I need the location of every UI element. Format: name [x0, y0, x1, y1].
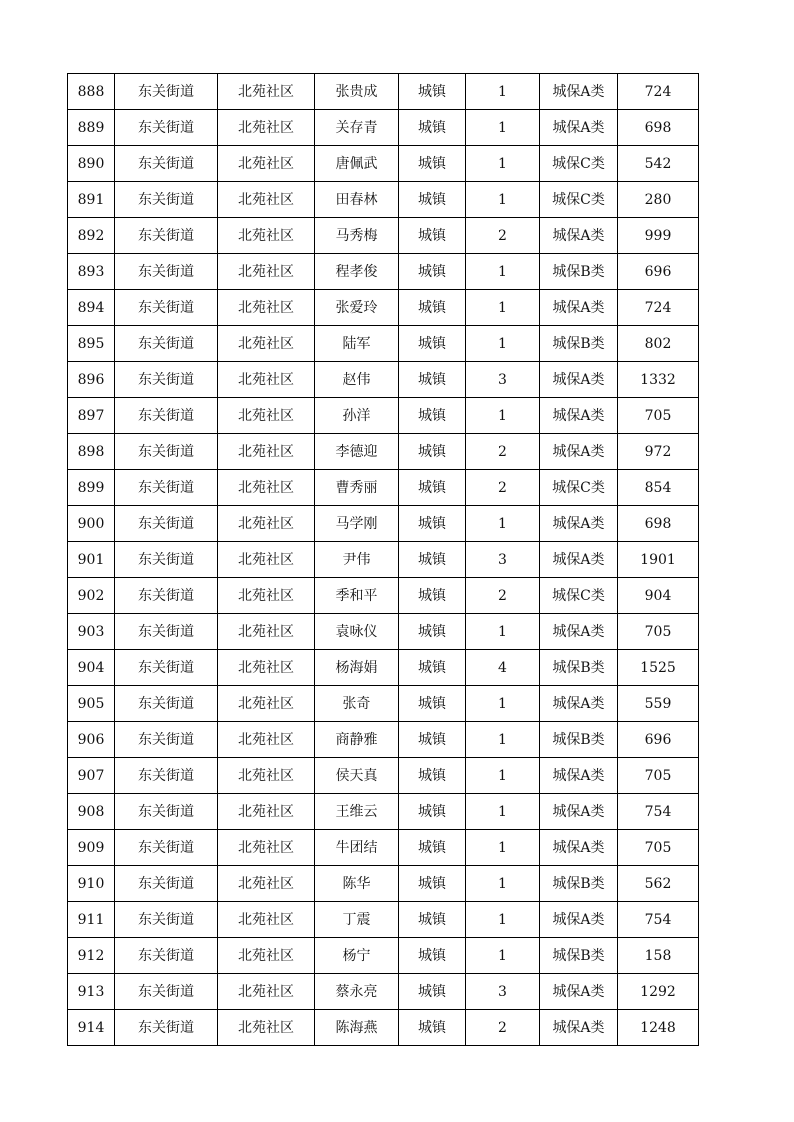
area-type-cell: 城镇 — [399, 110, 466, 146]
household-size-cell: 1 — [466, 146, 540, 182]
amount-cell: 999 — [618, 218, 699, 254]
table-row — [68, 362, 699, 398]
category-cell: 城保B类 — [540, 722, 618, 758]
community-cell: 北苑社区 — [218, 722, 315, 758]
name-cell: 张奇 — [315, 686, 399, 722]
category-cell: 城保A类 — [540, 362, 618, 398]
community-cell: 北苑社区 — [218, 686, 315, 722]
table-row — [68, 686, 699, 722]
street-cell: 东关街道 — [115, 722, 218, 758]
area-type-cell: 城镇 — [399, 470, 466, 506]
name-cell: 牛团结 — [315, 830, 399, 866]
household-size-cell: 1 — [466, 794, 540, 830]
community-cell: 北苑社区 — [218, 110, 315, 146]
table-row — [68, 650, 699, 686]
name-cell: 蔡永亮 — [315, 974, 399, 1010]
area-type-cell: 城镇 — [399, 362, 466, 398]
amount-cell: 972 — [618, 434, 699, 470]
household-size-cell: 1 — [466, 938, 540, 974]
household-size-cell: 1 — [466, 326, 540, 362]
table-row — [68, 938, 699, 974]
category-cell: 城保A类 — [540, 794, 618, 830]
community-cell: 北苑社区 — [218, 290, 315, 326]
name-cell: 唐佩武 — [315, 146, 399, 182]
row-number-cell: 897 — [68, 398, 115, 434]
household-size-cell: 1 — [466, 758, 540, 794]
name-cell: 关存青 — [315, 110, 399, 146]
name-cell: 商静雅 — [315, 722, 399, 758]
household-size-cell: 2 — [466, 470, 540, 506]
table-row — [68, 218, 699, 254]
row-number-cell: 902 — [68, 578, 115, 614]
community-cell: 北苑社区 — [218, 974, 315, 1010]
row-number-cell: 900 — [68, 506, 115, 542]
table-row — [68, 902, 699, 938]
table-row — [68, 74, 699, 110]
name-cell: 张贵成 — [315, 74, 399, 110]
household-size-cell: 1 — [466, 686, 540, 722]
category-cell: 城保C类 — [540, 182, 618, 218]
category-cell: 城保A类 — [540, 902, 618, 938]
row-number-cell: 901 — [68, 542, 115, 578]
area-type-cell: 城镇 — [399, 794, 466, 830]
community-cell: 北苑社区 — [218, 506, 315, 542]
area-type-cell: 城镇 — [399, 1010, 466, 1046]
name-cell: 张爱玲 — [315, 290, 399, 326]
amount-cell: 802 — [618, 326, 699, 362]
table-row — [68, 326, 699, 362]
name-cell: 赵伟 — [315, 362, 399, 398]
community-cell: 北苑社区 — [218, 614, 315, 650]
amount-cell: 559 — [618, 686, 699, 722]
category-cell: 城保A类 — [540, 110, 618, 146]
amount-cell: 705 — [618, 398, 699, 434]
name-cell: 陈华 — [315, 866, 399, 902]
area-type-cell: 城镇 — [399, 254, 466, 290]
household-size-cell: 1 — [466, 182, 540, 218]
table-row — [68, 542, 699, 578]
category-cell: 城保B类 — [540, 938, 618, 974]
name-cell: 袁咏仪 — [315, 614, 399, 650]
table-row — [68, 758, 699, 794]
table-row — [68, 470, 699, 506]
row-number-cell: 911 — [68, 902, 115, 938]
row-number-cell: 893 — [68, 254, 115, 290]
name-cell: 程孝俊 — [315, 254, 399, 290]
community-cell: 北苑社区 — [218, 866, 315, 902]
household-size-cell: 1 — [466, 830, 540, 866]
table-row — [68, 434, 699, 470]
amount-cell: 705 — [618, 830, 699, 866]
table-row — [68, 290, 699, 326]
community-cell: 北苑社区 — [218, 758, 315, 794]
amount-cell: 754 — [618, 902, 699, 938]
street-cell: 东关街道 — [115, 1010, 218, 1046]
row-number-cell: 890 — [68, 146, 115, 182]
area-type-cell: 城镇 — [399, 218, 466, 254]
row-number-cell: 908 — [68, 794, 115, 830]
street-cell: 东关街道 — [115, 506, 218, 542]
area-type-cell: 城镇 — [399, 722, 466, 758]
table-row — [68, 830, 699, 866]
row-number-cell: 903 — [68, 614, 115, 650]
row-number-cell: 909 — [68, 830, 115, 866]
street-cell: 东关街道 — [115, 434, 218, 470]
table-row — [68, 182, 699, 218]
category-cell: 城保C类 — [540, 470, 618, 506]
household-size-cell: 1 — [466, 74, 540, 110]
amount-cell: 1901 — [618, 542, 699, 578]
community-cell: 北苑社区 — [218, 902, 315, 938]
area-type-cell: 城镇 — [399, 326, 466, 362]
category-cell: 城保A类 — [540, 974, 618, 1010]
community-cell: 北苑社区 — [218, 218, 315, 254]
row-number-cell: 888 — [68, 74, 115, 110]
name-cell: 季和平 — [315, 578, 399, 614]
amount-cell: 1248 — [618, 1010, 699, 1046]
household-size-cell: 1 — [466, 506, 540, 542]
household-size-cell: 2 — [466, 578, 540, 614]
household-size-cell: 3 — [466, 362, 540, 398]
amount-cell: 1332 — [618, 362, 699, 398]
amount-cell: 1292 — [618, 974, 699, 1010]
street-cell: 东关街道 — [115, 758, 218, 794]
community-cell: 北苑社区 — [218, 938, 315, 974]
name-cell: 李德迎 — [315, 434, 399, 470]
area-type-cell: 城镇 — [399, 398, 466, 434]
category-cell: 城保C类 — [540, 578, 618, 614]
street-cell: 东关街道 — [115, 650, 218, 686]
category-cell: 城保A类 — [540, 290, 618, 326]
community-cell: 北苑社区 — [218, 470, 315, 506]
table-row — [68, 974, 699, 1010]
data-table — [67, 73, 699, 1046]
row-number-cell: 894 — [68, 290, 115, 326]
street-cell: 东关街道 — [115, 218, 218, 254]
table-row — [68, 794, 699, 830]
table-row — [68, 1010, 699, 1046]
amount-cell: 696 — [618, 722, 699, 758]
household-size-cell: 1 — [466, 398, 540, 434]
row-number-cell: 907 — [68, 758, 115, 794]
area-type-cell: 城镇 — [399, 614, 466, 650]
household-size-cell: 3 — [466, 974, 540, 1010]
area-type-cell: 城镇 — [399, 542, 466, 578]
community-cell: 北苑社区 — [218, 794, 315, 830]
household-size-cell: 4 — [466, 650, 540, 686]
street-cell: 东关街道 — [115, 326, 218, 362]
amount-cell: 158 — [618, 938, 699, 974]
name-cell: 侯天真 — [315, 758, 399, 794]
name-cell: 王维云 — [315, 794, 399, 830]
category-cell: 城保A类 — [540, 398, 618, 434]
area-type-cell: 城镇 — [399, 74, 466, 110]
area-type-cell: 城镇 — [399, 830, 466, 866]
street-cell: 东关街道 — [115, 110, 218, 146]
table-row — [68, 110, 699, 146]
street-cell: 东关街道 — [115, 254, 218, 290]
amount-cell: 542 — [618, 146, 699, 182]
amount-cell: 698 — [618, 506, 699, 542]
street-cell: 东关街道 — [115, 794, 218, 830]
amount-cell: 724 — [618, 290, 699, 326]
row-number-cell: 889 — [68, 110, 115, 146]
amount-cell: 1525 — [618, 650, 699, 686]
category-cell: 城保A类 — [540, 1010, 618, 1046]
name-cell: 陈海燕 — [315, 1010, 399, 1046]
row-number-cell: 892 — [68, 218, 115, 254]
street-cell: 东关街道 — [115, 902, 218, 938]
amount-cell: 698 — [618, 110, 699, 146]
table-row — [68, 398, 699, 434]
category-cell: 城保A类 — [540, 74, 618, 110]
table-row — [68, 614, 699, 650]
table-row — [68, 254, 699, 290]
name-cell: 马学刚 — [315, 506, 399, 542]
category-cell: 城保B类 — [540, 866, 618, 902]
area-type-cell: 城镇 — [399, 182, 466, 218]
name-cell: 陆军 — [315, 326, 399, 362]
street-cell: 东关街道 — [115, 578, 218, 614]
amount-cell: 705 — [618, 758, 699, 794]
street-cell: 东关街道 — [115, 74, 218, 110]
amount-cell: 724 — [618, 74, 699, 110]
row-number-cell: 904 — [68, 650, 115, 686]
category-cell: 城保B类 — [540, 326, 618, 362]
household-size-cell: 1 — [466, 902, 540, 938]
category-cell: 城保A类 — [540, 434, 618, 470]
name-cell: 曹秀丽 — [315, 470, 399, 506]
community-cell: 北苑社区 — [218, 182, 315, 218]
street-cell: 东关街道 — [115, 362, 218, 398]
community-cell: 北苑社区 — [218, 326, 315, 362]
street-cell: 东关街道 — [115, 866, 218, 902]
category-cell: 城保B类 — [540, 254, 618, 290]
area-type-cell: 城镇 — [399, 290, 466, 326]
street-cell: 东关街道 — [115, 470, 218, 506]
name-cell: 杨宁 — [315, 938, 399, 974]
household-size-cell: 2 — [466, 1010, 540, 1046]
row-number-cell: 896 — [68, 362, 115, 398]
community-cell: 北苑社区 — [218, 1010, 315, 1046]
table-row — [68, 578, 699, 614]
category-cell: 城保A类 — [540, 758, 618, 794]
street-cell: 东关街道 — [115, 542, 218, 578]
table-row — [68, 722, 699, 758]
community-cell: 北苑社区 — [218, 830, 315, 866]
area-type-cell: 城镇 — [399, 974, 466, 1010]
area-type-cell: 城镇 — [399, 146, 466, 182]
row-number-cell: 910 — [68, 866, 115, 902]
category-cell: 城保A类 — [540, 542, 618, 578]
category-cell: 城保A类 — [540, 506, 618, 542]
amount-cell: 854 — [618, 470, 699, 506]
row-number-cell: 899 — [68, 470, 115, 506]
street-cell: 东关街道 — [115, 290, 218, 326]
household-size-cell: 1 — [466, 722, 540, 758]
amount-cell: 705 — [618, 614, 699, 650]
amount-cell: 562 — [618, 866, 699, 902]
category-cell: 城保A类 — [540, 686, 618, 722]
street-cell: 东关街道 — [115, 938, 218, 974]
amount-cell: 280 — [618, 182, 699, 218]
name-cell: 田春林 — [315, 182, 399, 218]
area-type-cell: 城镇 — [399, 866, 466, 902]
household-size-cell: 1 — [466, 110, 540, 146]
table-body — [68, 74, 699, 1046]
area-type-cell: 城镇 — [399, 434, 466, 470]
amount-cell: 696 — [618, 254, 699, 290]
table-row — [68, 146, 699, 182]
community-cell: 北苑社区 — [218, 434, 315, 470]
community-cell: 北苑社区 — [218, 254, 315, 290]
table-row — [68, 866, 699, 902]
row-number-cell: 898 — [68, 434, 115, 470]
name-cell: 尹伟 — [315, 542, 399, 578]
category-cell: 城保A类 — [540, 614, 618, 650]
area-type-cell: 城镇 — [399, 650, 466, 686]
name-cell: 丁震 — [315, 902, 399, 938]
name-cell: 孙洋 — [315, 398, 399, 434]
household-size-cell: 1 — [466, 866, 540, 902]
category-cell: 城保C类 — [540, 146, 618, 182]
row-number-cell: 912 — [68, 938, 115, 974]
category-cell: 城保A类 — [540, 830, 618, 866]
community-cell: 北苑社区 — [218, 578, 315, 614]
community-cell: 北苑社区 — [218, 362, 315, 398]
community-cell: 北苑社区 — [218, 74, 315, 110]
area-type-cell: 城镇 — [399, 506, 466, 542]
row-number-cell: 905 — [68, 686, 115, 722]
row-number-cell: 906 — [68, 722, 115, 758]
row-number-cell: 895 — [68, 326, 115, 362]
street-cell: 东关街道 — [115, 830, 218, 866]
name-cell: 马秀梅 — [315, 218, 399, 254]
amount-cell: 904 — [618, 578, 699, 614]
area-type-cell: 城镇 — [399, 938, 466, 974]
area-type-cell: 城镇 — [399, 578, 466, 614]
household-size-cell: 1 — [466, 614, 540, 650]
row-number-cell: 913 — [68, 974, 115, 1010]
community-cell: 北苑社区 — [218, 650, 315, 686]
category-cell: 城保B类 — [540, 650, 618, 686]
area-type-cell: 城镇 — [399, 686, 466, 722]
household-size-cell: 3 — [466, 542, 540, 578]
area-type-cell: 城镇 — [399, 758, 466, 794]
street-cell: 东关街道 — [115, 686, 218, 722]
category-cell: 城保A类 — [540, 218, 618, 254]
amount-cell: 754 — [618, 794, 699, 830]
household-size-cell: 2 — [466, 434, 540, 470]
community-cell: 北苑社区 — [218, 398, 315, 434]
community-cell: 北苑社区 — [218, 146, 315, 182]
area-type-cell: 城镇 — [399, 902, 466, 938]
table-row — [68, 506, 699, 542]
row-number-cell: 891 — [68, 182, 115, 218]
street-cell: 东关街道 — [115, 398, 218, 434]
street-cell: 东关街道 — [115, 146, 218, 182]
name-cell: 杨海娟 — [315, 650, 399, 686]
household-size-cell: 1 — [466, 290, 540, 326]
street-cell: 东关街道 — [115, 182, 218, 218]
street-cell: 东关街道 — [115, 974, 218, 1010]
household-size-cell: 1 — [466, 254, 540, 290]
community-cell: 北苑社区 — [218, 542, 315, 578]
street-cell: 东关街道 — [115, 614, 218, 650]
row-number-cell: 914 — [68, 1010, 115, 1046]
household-size-cell: 2 — [466, 218, 540, 254]
